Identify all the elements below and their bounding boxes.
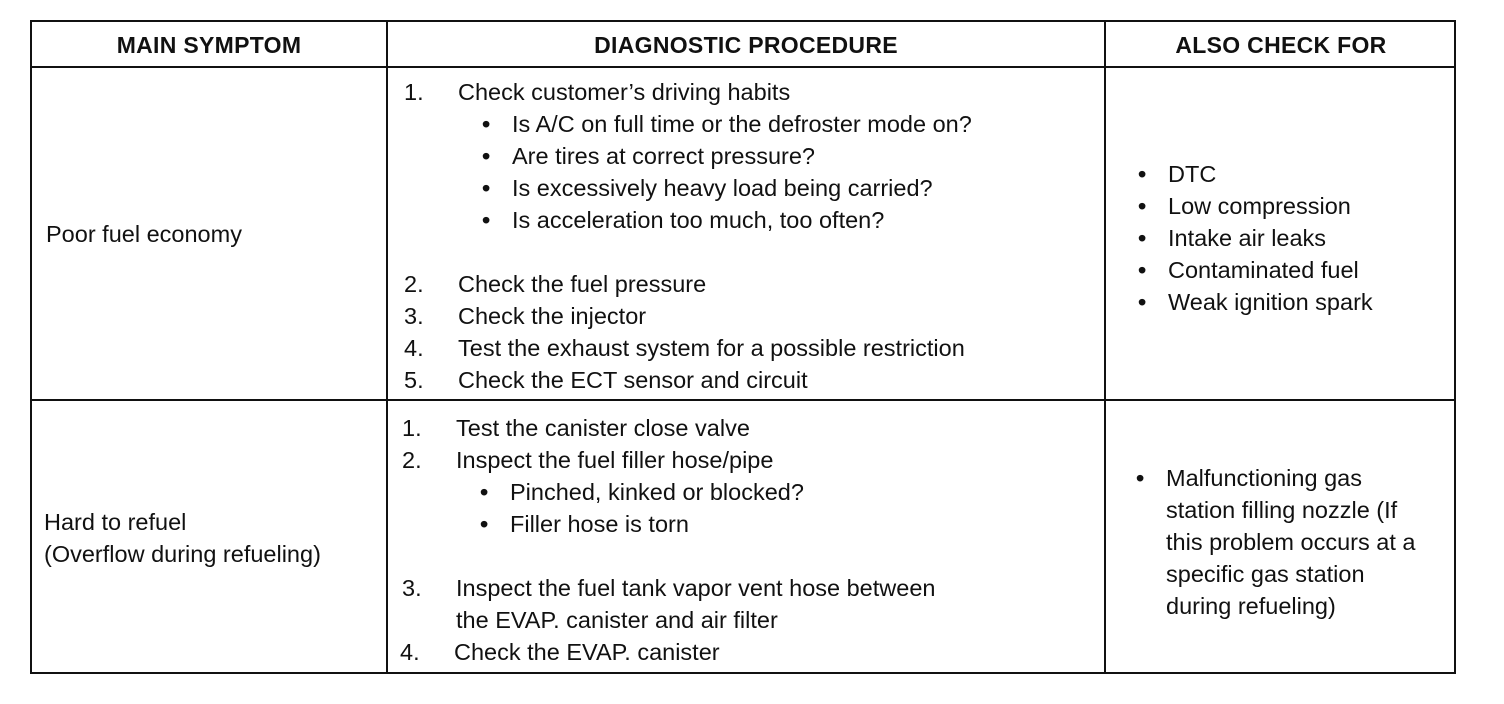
- also-check-text: DTC: [1168, 161, 1217, 187]
- bullet-icon: •: [1138, 225, 1147, 251]
- sub-item-text: Is A/C on full time or the defroster mode on?: [512, 111, 972, 137]
- sub-item-text: Are tires at correct pressure?: [512, 143, 815, 169]
- procedure-step: [402, 444, 773, 476]
- also-check-text: Malfunctioning gas station filling nozzle (If this problem occurs at a specific gas station during refueling): [1166, 465, 1416, 619]
- also-check-item: [1138, 190, 1351, 222]
- column-divider: [386, 22, 388, 672]
- header-also-check-for: ALSO CHECK FOR: [1175, 32, 1387, 58]
- bullet-icon: •: [1138, 257, 1147, 283]
- bullet-icon: •: [480, 511, 489, 537]
- procedure-step: [404, 76, 790, 108]
- bullet-icon: •: [482, 111, 491, 137]
- bullet-icon: •: [1138, 193, 1147, 219]
- step-text: Inspect the fuel filler hose/pipe: [456, 447, 774, 473]
- step-text: Test the exhaust system for a possible restriction: [458, 335, 965, 361]
- procedure-sub-item: [480, 508, 689, 540]
- also-check-item: [1138, 286, 1373, 318]
- also-check-text: Intake air leaks: [1168, 225, 1327, 251]
- step-number: 4.: [404, 335, 424, 361]
- step-text: Inspect the fuel tank vapor vent hose between: [456, 575, 936, 601]
- step-number: 4.: [400, 639, 420, 665]
- symptom-hard-to-refuel: Hard to refuel: [44, 509, 187, 535]
- step-text: Check the EVAP. canister: [454, 639, 720, 665]
- step-text: Check the injector: [458, 303, 647, 329]
- procedure-step: [400, 636, 720, 668]
- bullet-icon: •: [1138, 289, 1147, 315]
- sub-item-text: Is acceleration too much, too often?: [512, 207, 885, 233]
- procedure-step: [404, 364, 808, 396]
- step-number: 1.: [402, 415, 422, 441]
- column-divider: [1104, 22, 1106, 672]
- also-check-item: [1138, 254, 1359, 286]
- procedure-sub-item: [482, 204, 884, 236]
- procedure-step: [402, 412, 750, 444]
- procedure-step: [402, 572, 935, 604]
- row-divider: [32, 399, 1454, 401]
- procedure-step-continued: [456, 604, 778, 636]
- bullet-icon: •: [482, 207, 491, 233]
- step-text: Check the fuel pressure: [458, 271, 707, 297]
- step-text: the EVAP. canister and air filter: [456, 607, 778, 633]
- procedure-step: [404, 268, 706, 300]
- procedure-step: [404, 300, 646, 332]
- sub-item-text: Pinched, kinked or blocked?: [510, 479, 804, 505]
- procedure-sub-item: [482, 108, 972, 140]
- header-diagnostic-procedure: DIAGNOSTIC PROCEDURE: [594, 32, 898, 58]
- also-check-text: Low compression: [1168, 193, 1351, 219]
- step-number: 2.: [404, 271, 424, 297]
- step-number: 5.: [404, 367, 424, 393]
- also-check-item: [1138, 158, 1216, 190]
- symptom-hard-to-refuel-detail: (Overflow during refueling): [44, 541, 321, 567]
- symptom-poor-fuel-economy: Poor fuel economy: [46, 221, 242, 247]
- step-text: Check customer’s driving habits: [458, 79, 791, 105]
- step-number: 2.: [402, 447, 422, 473]
- step-number: 3.: [402, 575, 422, 601]
- also-check-item: [1136, 462, 1436, 622]
- procedure-step: [404, 332, 965, 364]
- procedure-sub-item: [482, 140, 815, 172]
- bullet-icon: •: [480, 479, 489, 505]
- procedure-sub-item: [482, 172, 933, 204]
- bullet-icon: •: [1136, 465, 1145, 491]
- bullet-icon: •: [482, 143, 491, 169]
- sub-item-text: Filler hose is torn: [510, 511, 689, 537]
- sub-item-text: Is excessively heavy load being carried?: [512, 175, 933, 201]
- bullet-icon: •: [482, 175, 491, 201]
- also-check-item: [1138, 222, 1326, 254]
- procedure-sub-item: [480, 476, 804, 508]
- step-text: Check the ECT sensor and circuit: [458, 367, 808, 393]
- step-number: 3.: [404, 303, 424, 329]
- also-check-text: Weak ignition spark: [1168, 289, 1373, 315]
- bullet-icon: •: [1138, 161, 1147, 187]
- diagnostic-table: [30, 20, 1456, 674]
- also-check-text: Contaminated fuel: [1168, 257, 1359, 283]
- header-main-symptom: MAIN SYMPTOM: [116, 32, 302, 58]
- step-number: 1.: [404, 79, 424, 105]
- step-text: Test the canister close valve: [456, 415, 750, 441]
